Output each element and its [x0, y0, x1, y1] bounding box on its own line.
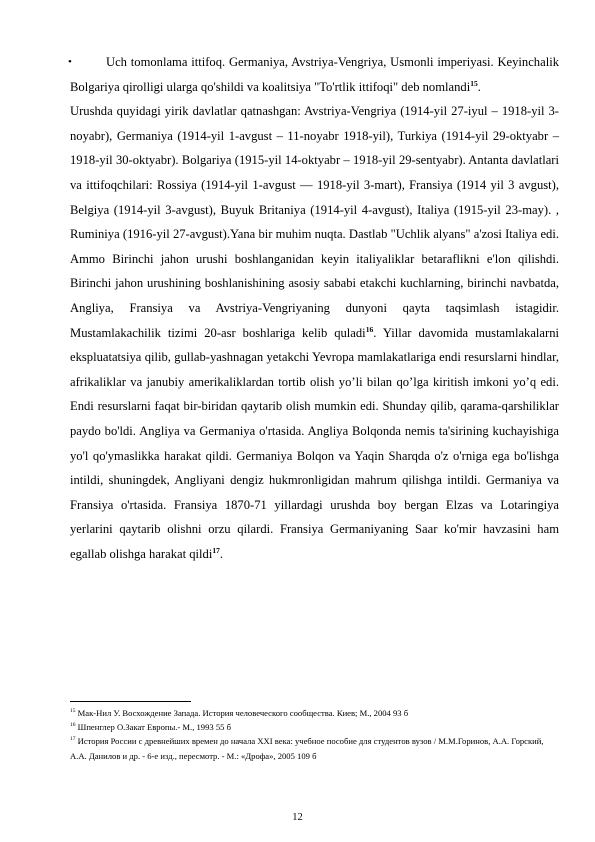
footnote-number: 17 — [70, 736, 76, 743]
page-number: 12 — [292, 812, 303, 823]
paragraph-2 — [70, 99, 559, 566]
footnotes — [70, 706, 560, 763]
bullet-paragraph — [70, 50, 559, 99]
footnote-ref-15[interactable]: 15 — [470, 78, 478, 88]
footnote-text: История России с древнейших времен до начала XXI века: учебное пособие для студентов вузов / М.М.Горинов, А.А. Горский, А.А. Данилов и др. - 6-е изд., пересмотр. - М.: «Дрофа», 2005 109 б — [70, 736, 544, 761]
paragraph-1-text: Uch tomonlama ittifoq. Germaniya, Avstriya-Vengriya, Usmonli imperiyasi. Keyinchalik Bolgariya qirolligi ularga qo'shildi va koalitsiya "To'rtlik ittifoqi" deb nomlandi — [70, 55, 559, 94]
footnote-text: Мак-Нил У. Восхождение Запада. История человеческого сообщества. Киев; М., 2004 93 б — [75, 708, 409, 718]
footnote-item — [70, 720, 560, 734]
paragraph-2-text-b: . Yillar davomida mustamlakalarni ekspluatatsiya qilib, gullab-yashnagan yetakchi Yevropa mamlakatlariga endi resurslarni hindlar, afrikaliklar va janubiy amerikaliklardan tortib olish yo’li bilan qo’lga kiritish imkoni yo’q edi. Endi resurslarni faqat bir-biridan qaytarib olish mumkin edi. Shunday qilib, qarama-qarshiliklar paydo bo'ldi. Angliya va Germaniya o'rtasida. Angliya Bolqonda nemis ta'sirining kuchayishiga yo'l qo'ymaslikka harakat qildi. Germaniya Bolqon va Yaqin Sharqda o'z o'rniga ega bo'lishga intildi, shuningdek, Angliyani dengiz hukmronligidan mahrum qilishga intildi. Germaniya va Fransiya o'rtasida. Fransiya 1870-71 yillardagi urushda boy bergan Elzas va Lotaringiya yerlarini qaytarib olishni orzu qilardi. Fransiya Germaniyaning Saar ko'mir havzasini ham egallab olishga harakat qildi — [70, 325, 560, 561]
footnote-number: 15 — [70, 708, 76, 715]
footnote-divider — [70, 701, 191, 702]
footnote-number: 16 — [70, 722, 76, 729]
footnote-text: Шпенглер О.Закат Европы.- М., 1993 55 б — [75, 722, 231, 733]
bullet-icon: • — [68, 56, 72, 68]
main-text — [70, 50, 559, 566]
paragraph-2-end: . — [219, 546, 223, 561]
footnote-ref-16[interactable]: 16 — [365, 324, 374, 334]
paragraph-2-text: Urushda quyidagi yirik davlatlar qatnashgan: Avstriya-Vengriya (1914-yil 27-iyul – 1918-yil 3-noyabr), Germaniya (1914-yil 1-avgust – 11-noyabr 1918-yil), Turkiya (1914-yil 29-oktyabr – 1918-yil 30-oktyabr). Bolgariya (1915-yil 14-oktyabr – 1918-yil 29-sentyabr). Antanta davlatlari va ittifoqchilari: Rossiya (1914-yil 1-avgust — 1918-yil 3-mart), Fransiya (1914 yil 3 avgust), Belgiya (1914-yil 3-avgust), Buyuk Britaniya (1914-yil 4-avgust), Italiya (1915-yil 23-may). , Ruminiya (1916-yil 27-avgust).Yana bir muhim nuqta. Dastlab "Uchlik alyans" a'zosi Italiya edi. Ammo Birinchi jahon urushi boshlanganidan keyin italiyaliklar betaraflikni e'lon qilishdi. Birinchi jahon urushining boshlanishining asosiy sababi etakchi kuchlarning, birinchi navbatda, Angliya, Fransiya va Avstriya-Vengriyaning dunyoni qayta taqsimlash istagidir. Mustamlakachilik tizimi 20-asr boshlariga kelib quladi — [70, 104, 559, 340]
footnote-item — [70, 734, 560, 762]
footnote-ref-17[interactable]: 17 — [212, 545, 220, 555]
paragraph-1-end: . — [477, 79, 481, 94]
footnote-item — [70, 706, 560, 720]
